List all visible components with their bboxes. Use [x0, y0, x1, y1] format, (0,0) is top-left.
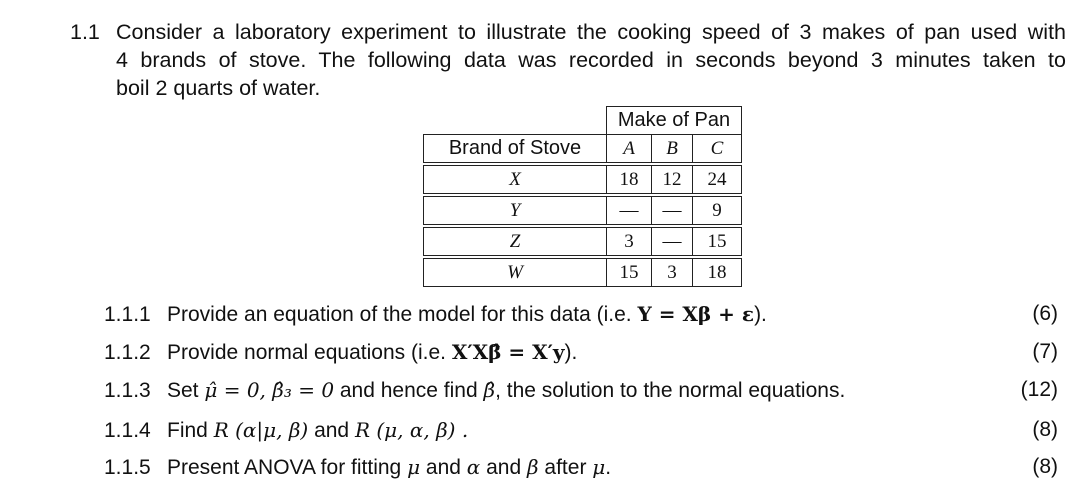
- question-1-1-2: [104, 340, 577, 365]
- question-1-1-4: [104, 418, 468, 443]
- beta-hat-math: β̂: [483, 378, 496, 402]
- question-text: Set: [167, 379, 205, 402]
- question-1-1-1: [104, 302, 767, 327]
- question-text: and: [420, 456, 467, 479]
- reduction-math-1: R (α|μ, β): [213, 418, 309, 442]
- marks: (6): [1032, 302, 1058, 325]
- question-1-1-5: [104, 455, 611, 480]
- constraint-math: μ̂ = 0, β̂₃ = 0: [204, 378, 335, 402]
- table-cell: 9: [693, 195, 742, 226]
- question-text: .: [605, 456, 612, 479]
- table-cell: 3: [652, 257, 693, 287]
- table-row: [424, 164, 742, 195]
- group-header: Make of Pan: [607, 107, 742, 135]
- table-row: [424, 257, 742, 287]
- row-label: Y: [424, 195, 607, 226]
- table-cell: 18: [607, 164, 652, 195]
- column-header: A: [607, 135, 652, 165]
- table-cell: 15: [607, 257, 652, 287]
- table-cell: 3: [607, 226, 652, 257]
- table-cell: 18: [693, 257, 742, 287]
- question-text: Provide normal equations (i.e.: [167, 341, 452, 364]
- mu-math: μ: [407, 455, 421, 479]
- problem-number: 1.1: [70, 20, 100, 44]
- intro-line-2: 4 brands of stove. The following data was recorded in seconds beyond 3 minutes taken to: [116, 48, 1066, 72]
- row-header: Brand of Stove: [424, 135, 607, 165]
- marks: (8): [1032, 418, 1058, 441]
- table-cell: 24: [693, 164, 742, 195]
- question-text: Find: [167, 419, 214, 442]
- column-header: B: [652, 135, 693, 165]
- question-text: ).: [564, 341, 578, 364]
- question-number: 1.1.4: [104, 419, 151, 442]
- question-text: Present ANOVA for fitting: [167, 456, 408, 479]
- model-equation: Y = Xβ + ε: [637, 302, 755, 326]
- question-text: and: [480, 456, 528, 479]
- row-label: Z: [424, 226, 607, 257]
- question-number: 1.1.2: [104, 341, 151, 364]
- question-text: ).: [754, 303, 767, 326]
- alpha-math: α: [466, 455, 481, 479]
- mu-math: μ: [592, 455, 606, 479]
- table-cell: —: [607, 195, 652, 226]
- intro-line-3: boil 2 quarts of water.: [116, 76, 321, 100]
- table-row: [424, 226, 742, 257]
- table-cell: 15: [693, 226, 742, 257]
- question-text: and: [308, 419, 355, 442]
- question-text: Provide an equation of the model for this data (i.e.: [167, 303, 638, 326]
- question-text: after: [538, 456, 593, 479]
- question-number: 1.1.1: [104, 303, 151, 326]
- intro-text: [116, 18, 1066, 102]
- question-text: , the solution to the normal equations.: [495, 379, 846, 402]
- marks: (12): [1020, 378, 1058, 401]
- beta-math: β: [527, 455, 539, 479]
- table-cell: —: [652, 195, 693, 226]
- question-number: 1.1.5: [104, 456, 151, 479]
- question-number: 1.1.3: [104, 379, 151, 402]
- row-label: W: [424, 257, 607, 287]
- marks: (8): [1032, 455, 1058, 478]
- row-label: X: [424, 164, 607, 195]
- column-header: C: [693, 135, 742, 165]
- question-1-1-3: [104, 378, 845, 403]
- table-cell: —: [652, 226, 693, 257]
- table-cell: 12: [652, 164, 693, 195]
- marks: (7): [1032, 340, 1058, 363]
- data-table: [423, 106, 742, 287]
- normal-equations: X′Xβ̂ = X′y: [451, 340, 565, 364]
- table-row: [424, 195, 742, 226]
- intro-line-1: Consider a laboratory experiment to illustrate the cooking speed of 3 makes of pan used with: [116, 20, 1066, 44]
- reduction-math-2: R (μ, α, β) .: [354, 418, 469, 442]
- question-text: and hence find: [334, 379, 484, 402]
